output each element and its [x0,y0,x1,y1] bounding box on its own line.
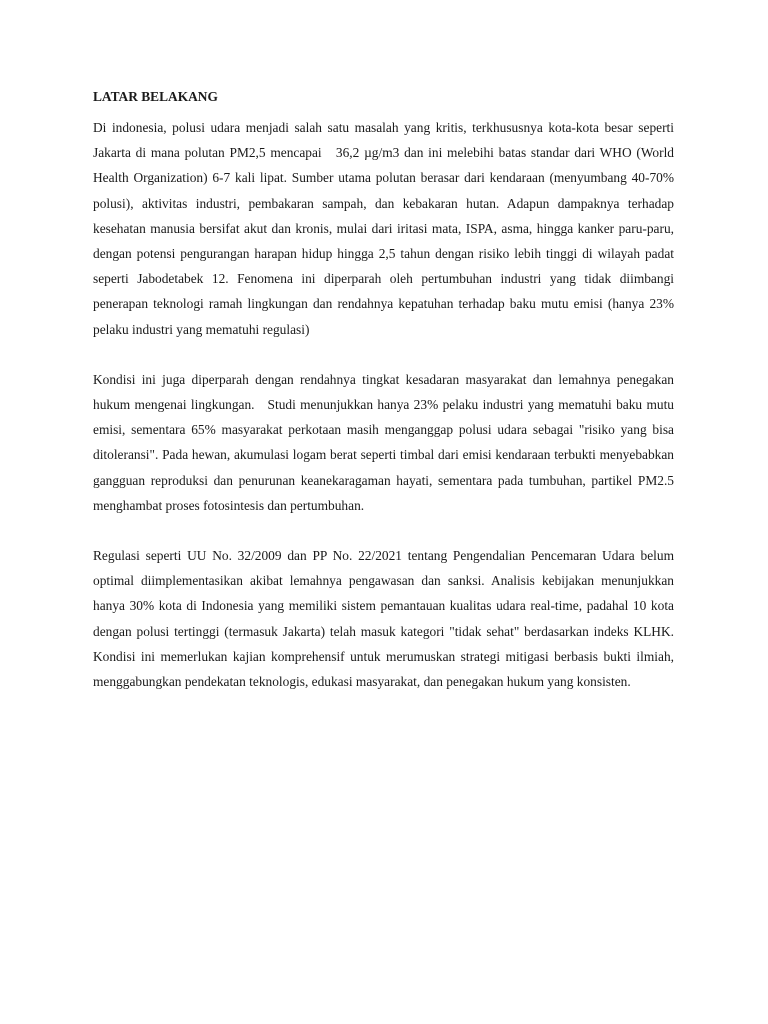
section-heading: LATAR BELAKANG [93,89,218,104]
paragraph-1: Di indonesia, polusi udara menjadi salah satu masalah yang kritis, terkhususnya kota-kota besar seperti Jakarta di mana polutan PM2,5 mencapai 36,2 µg/m3 dan ini melebihi batas standar dari WHO (World Health Organization) 6-7 kali lipat. Sumber utama polutan berasar dari kendaraan (menyumbang 40-70% polusi), aktivitas industri, pembakaran sampah, dan kebakaran hutan. Adapun dampaknya terhadap kesehatan manusia bersifat akut dan kronis, mulai dari iritasi mata, ISPA, asma, hingga kanker paru-paru, dengan potensi pengurangan harapan hidup hingga 2,5 tahun dengan risiko lebih tinggi di wilayah padat seperti Jabodetabek 12. Fenomena ini diperparah oleh pertumbuhan industri yang tidak diimbangi penerapan teknologi ramah lingkungan dan rendahnya kepatuhan terhadap baku mutu emisi (hanya 23% pelaku industri yang mematuhi regulasi) [93,120,678,337]
paragraph-3: Regulasi seperti UU No. 32/2009 dan PP No. 22/2021 tentang Pengendalian Pencemaran Udara belum optimal diimplementasikan akibat lemahnya pengawasan dan sanksi. Analisis kebijakan menunjukkan hanya 30% kota di Indonesia yang memiliki sistem pemantauan kualitas udara real-time, padahal 10 kota dengan polusi tertinggi (termasuk Jakarta) telah masuk kategori "tidak sehat" berdasarkan indeks KLHK. Kondisi ini memerlukan kajian komprehensif untuk merumuskan strategi mitigasi berbasis bukti ilmiah, menggabungkan pendekatan teknologis, edukasi masyarakat, dan penegakan hukum yang konsisten. [93,548,678,690]
document-page [93,84,678,694]
paragraph-2: Kondisi ini juga diperparah dengan rendahnya tingkat kesadaran masyarakat dan lemahnya penegakan hukum mengenai lingkungan. Studi menunjukkan hanya 23% pelaku industri yang mematuhi baku mutu emisi, sementara 65% masyarakat perkotaan masih menganggap polusi udara sebagai "risiko yang bisa ditoleransi". Pada hewan, akumulasi logam berat seperti timbal dari emisi kendaraan terbukti menyebabkan gangguan reproduksi dan penurunan keanekaragaman hayati, sementara pada tumbuhan, partikel PM2.5 menghambat proses fotosintesis dan pertumbuhan. [93,371,678,513]
